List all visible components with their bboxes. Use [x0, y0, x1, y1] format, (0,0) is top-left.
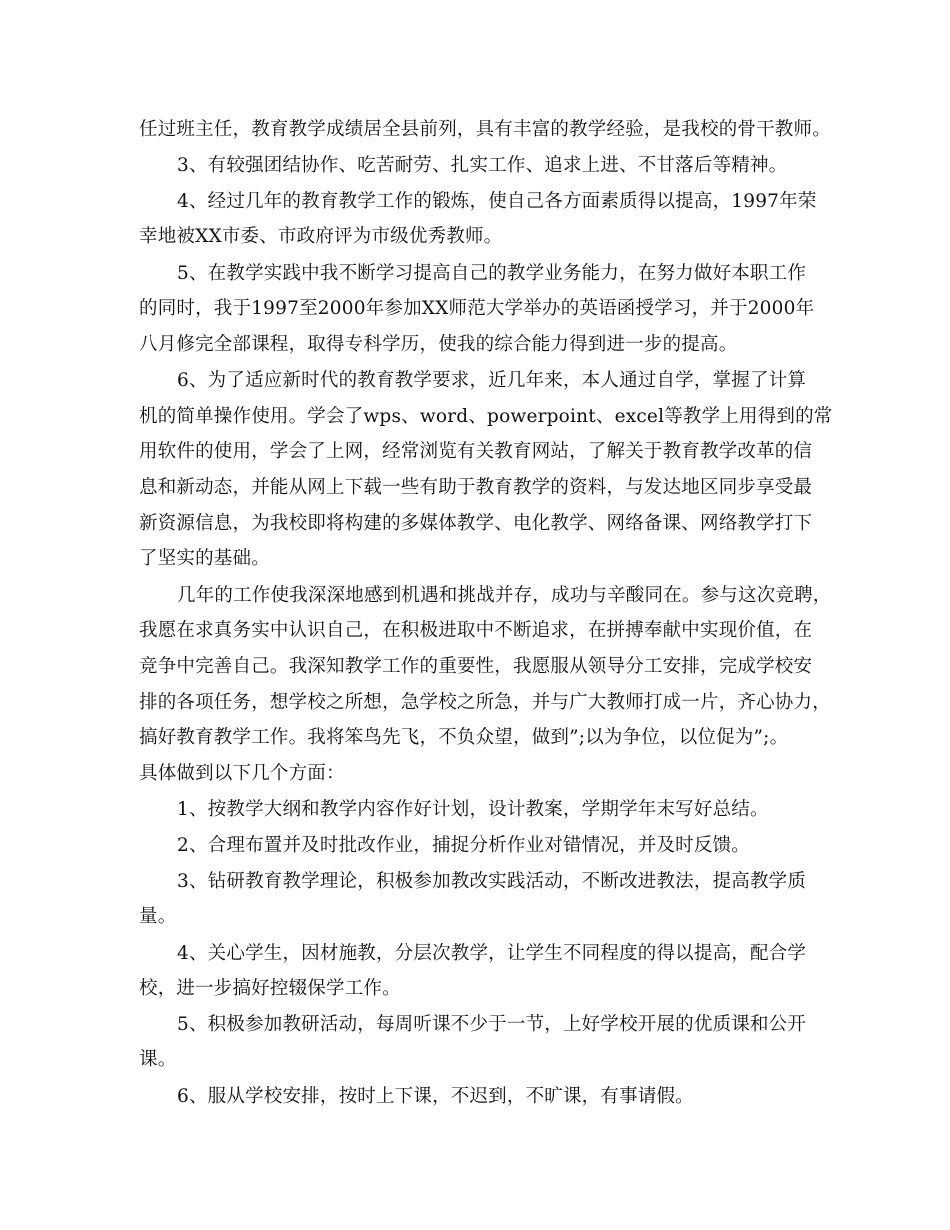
text-line: 几年的工作使我深深地感到机遇和挑战并存，成功与辛酸同在。参与这次竞聘，	[177, 585, 832, 606]
text-line: 6、为了适应新时代的教育教学要求，近几年来，本人通过自学，掌握了计算	[177, 370, 807, 391]
text-line: 八月修完全部课程，取得专科学历，使我的综合能力得到进一步的提高。	[139, 334, 738, 355]
text-line: 搞好教育教学工作。我将笨鸟先飞，不负众望，做到”;以为争位，以位促为”;。	[139, 727, 789, 748]
text-line: 新资源信息，为我校即将构建的多媒体教学、电化教学、网络备课、网络教学打下	[139, 513, 813, 534]
text-line: 排的各项任务，想学校之所想，急学校之所急，并与广大教师打成一片，齐心协力，	[139, 692, 831, 713]
text-line: 竞争中完善自己。我深知教学工作的重要性，我愿服从领导分工安排，完成学校安	[139, 656, 813, 677]
text-line: 3、钻研教育教学理论，积极参加教改实践活动，不断改进教法，提高教学质	[177, 871, 807, 892]
text-line: 课。	[139, 1049, 177, 1070]
text-line: 的同时，我于1997至2000年参加XX师范大学举办的英语函授学习，并于2000年	[139, 298, 815, 319]
text-line: 用软件的使用，学会了上网，经常浏览有关教育网站，了解关于教育教学改革的信	[139, 441, 813, 462]
text-line: 息和新动态，并能从网上下载一些有助于教育教学的资料，与发达地区同步享受最	[139, 477, 813, 498]
text-line: 具体做到以下几个方面：	[139, 763, 345, 784]
text-line: 任过班主任，教育教学成绩居全县前列，具有丰富的教学经验，是我校的骨干教师。	[139, 119, 831, 140]
text-line: 校，进一步搞好控辍保学工作。	[139, 978, 401, 999]
text-line: 了坚实的基础。	[139, 548, 270, 569]
text-line: 5、在教学实践中我不断学习提高自己的教学业务能力，在努力做好本职工作	[177, 263, 807, 284]
text-line: 6、服从学校安排，按时上下课，不迟到，不旷课，有事请假。	[177, 1086, 694, 1107]
text-line: 4、关心学生，因材施教，分层次教学，让学生不同程度的得以提高，配合学	[177, 943, 807, 964]
text-line: 量。	[139, 906, 177, 927]
text-line: 3、有较强团结协作、吃苦耐劳、扎实工作、追求上进、不甘落后等精神。	[177, 155, 788, 176]
text-line: 幸地被XX市委、市政府评为市级优秀教师。	[139, 226, 503, 247]
text-line: 我愿在求真务实中认识自己，在积极进取中不断追求，在拼搏奉献中实现价值，在	[139, 620, 813, 641]
text-line: 1、按教学大纲和教学内容作好计划，设计教案，学期学年末写好总结。	[177, 799, 769, 820]
text-line: 机的简单操作使用。学会了wps、word、powerpoint、excel等教学上用得到的常	[139, 406, 833, 427]
text-line: 4、经过几年的教育教学工作的锻炼，使自己各方面素质得以提高，1997年荣	[177, 191, 817, 212]
text-line: 2、合理布置并及时批改作业，捕捉分析作业对错情况，并及时反馈。	[177, 835, 750, 856]
text-line: 5、积极参加教研活动，每周听课不少于一节，上好学校开展的优质课和公开	[177, 1014, 807, 1035]
